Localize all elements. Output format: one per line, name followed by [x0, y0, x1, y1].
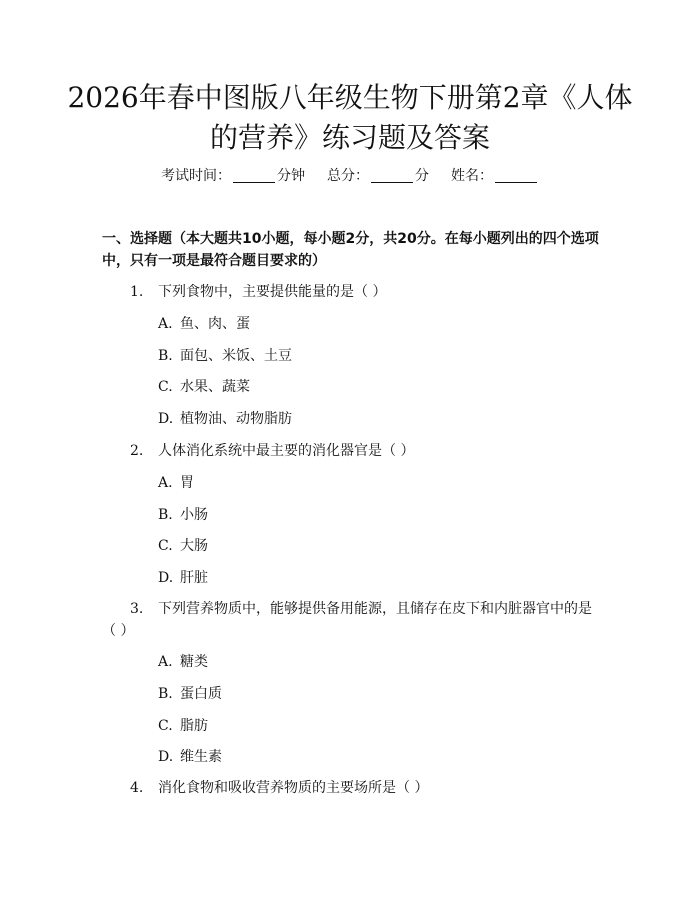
option-text: 脂肪 — [180, 718, 208, 734]
question-1-option-d — [158, 409, 292, 429]
question-1-option-b — [158, 346, 292, 366]
option-text: 面包、米饭、土豆 — [180, 348, 292, 364]
question-3-option-d — [158, 747, 222, 767]
option-letter: C. — [158, 718, 173, 734]
section-heading: 一、选择题（本大题共10小题，每小题2分，共20分。在每小题列出的四个选项中，只有一项是最符合题目要求的） — [102, 231, 599, 269]
question-2-option-d — [158, 568, 208, 588]
option-letter: A. — [158, 475, 173, 491]
total-score-blank — [371, 168, 413, 183]
option-letter: C. — [158, 538, 173, 554]
option-letter: C. — [158, 379, 173, 395]
exam-time-label: 考试时间： — [161, 168, 231, 184]
question-1 — [102, 281, 602, 303]
option-text: 肝脏 — [180, 570, 208, 586]
question-text: 下列营养物质中，能够提供备用能源，且储存在皮下和内脏器官中的是（ ） — [102, 601, 592, 639]
question-text: 下列食物中，主要提供能量的是（ ） — [158, 284, 387, 300]
question-1-option-c — [158, 377, 250, 397]
question-3-option-c — [158, 716, 208, 736]
question-2 — [102, 440, 602, 462]
total-score-unit: 分 — [415, 168, 429, 184]
option-text: 维生素 — [180, 749, 222, 765]
document-title: 2026年春中图版八年级生物下册第2章《人体的营养》练习题及答案 — [67, 81, 633, 154]
option-text: 鱼、肉、蛋 — [180, 316, 250, 332]
exam-info-line — [0, 166, 700, 186]
option-letter: A. — [158, 316, 173, 332]
question-2-option-b — [158, 505, 208, 525]
question-4 — [102, 777, 602, 799]
question-3-option-b — [158, 684, 222, 704]
option-text: 糖类 — [180, 654, 208, 670]
question-3-option-a — [158, 652, 208, 672]
question-number: 4. — [130, 780, 144, 796]
option-letter: A. — [158, 654, 173, 670]
question-text: 消化食物和吸收营养物质的主要场所是（ ） — [158, 780, 429, 796]
option-text: 植物油、动物脂肪 — [180, 411, 292, 427]
question-2-option-c — [158, 536, 208, 556]
question-number: 3. — [130, 601, 144, 617]
option-text: 蛋白质 — [180, 686, 222, 702]
option-letter: B. — [158, 686, 173, 702]
question-2-option-a — [158, 473, 194, 493]
name-label: 姓名： — [451, 168, 493, 184]
question-3 — [102, 598, 602, 642]
option-text: 胃 — [180, 475, 194, 491]
question-text: 人体消化系统中最主要的消化器官是（ ） — [158, 443, 415, 459]
question-number: 2. — [130, 443, 144, 459]
exam-time-blank — [233, 168, 275, 183]
total-score-label: 总分： — [327, 168, 369, 184]
option-text: 大肠 — [180, 538, 208, 554]
option-letter: D. — [158, 411, 174, 427]
name-blank — [495, 168, 537, 183]
option-text: 水果、蔬菜 — [180, 379, 250, 395]
option-letter: D. — [158, 570, 174, 586]
option-text: 小肠 — [180, 507, 208, 523]
exam-time-unit: 分钟 — [277, 168, 305, 184]
option-letter: B. — [158, 507, 173, 523]
question-1-option-a — [158, 314, 250, 334]
option-letter: B. — [158, 348, 173, 364]
question-number: 1. — [130, 284, 144, 300]
option-letter: D. — [158, 749, 174, 765]
